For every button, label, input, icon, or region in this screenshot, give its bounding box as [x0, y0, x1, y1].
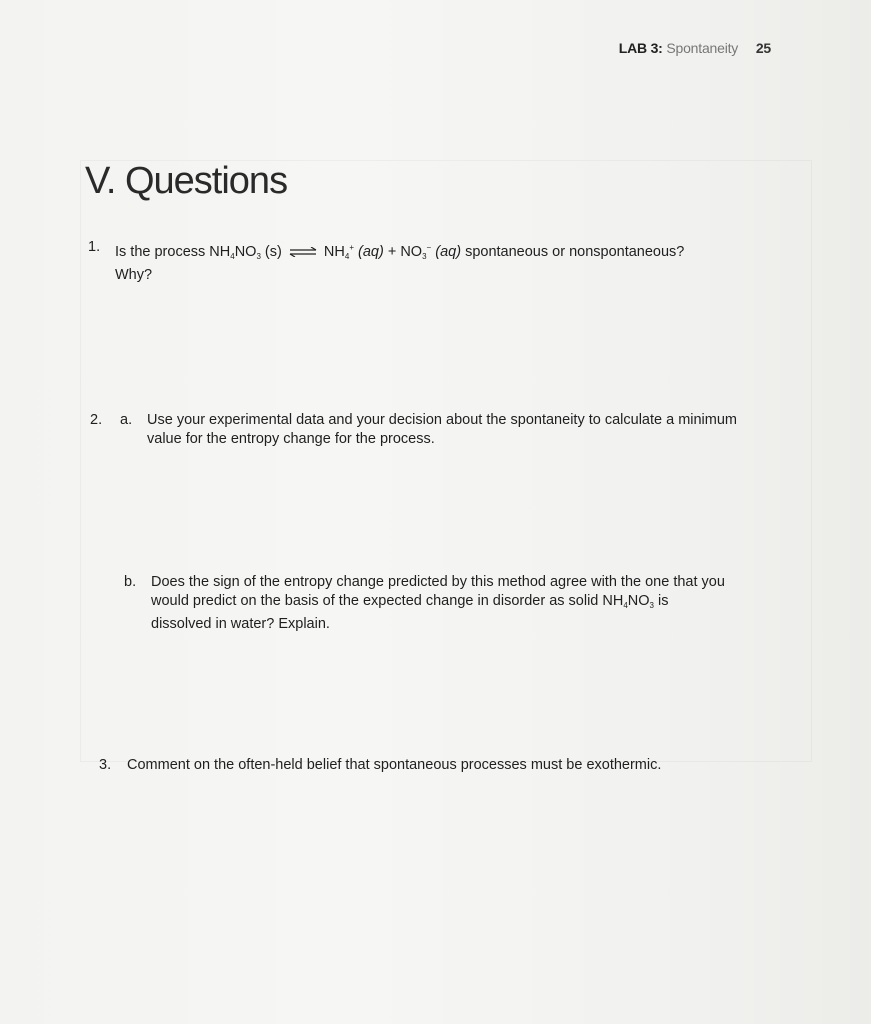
question-text-line2: Why?: [115, 267, 153, 283]
question-number: 3.: [99, 757, 112, 773]
question-text: Is the process $NH_4NO_3$ (s) $NH_4^+$ $(aq) + NO_3^-$ (aq) spontaneous or nonspontaneous? Why?: [115, 243, 685, 283]
header-topic: Spontaneity: [666, 40, 739, 56]
section-title: V. Questions: [85, 160, 288, 202]
page-number: 25: [755, 40, 771, 56]
question-number: 1.: [88, 239, 101, 255]
question-text: Use your experimental data and your decision about the spontaneity to calculate a minimum value for the entropy change for the process.: [147, 412, 737, 447]
running-header: [619, 40, 771, 56]
question-letter: a.: [120, 412, 133, 428]
question-text: Comment on the often-held belief that spontaneous processes must be exothermic.: [127, 757, 662, 773]
question-letter: b.: [124, 574, 137, 590]
header-lab: LAB 3:: [618, 40, 663, 56]
equilibrium-arrow-icon: [289, 247, 317, 257]
question-number: 2.: [90, 412, 103, 428]
question-text: Does the sign of the entropy change predicted by this method agree with the one that you would predict on the basis of the expected change in disorder as solid $NH_4NO_3$ is dissolved in water? Explain.: [151, 574, 725, 632]
